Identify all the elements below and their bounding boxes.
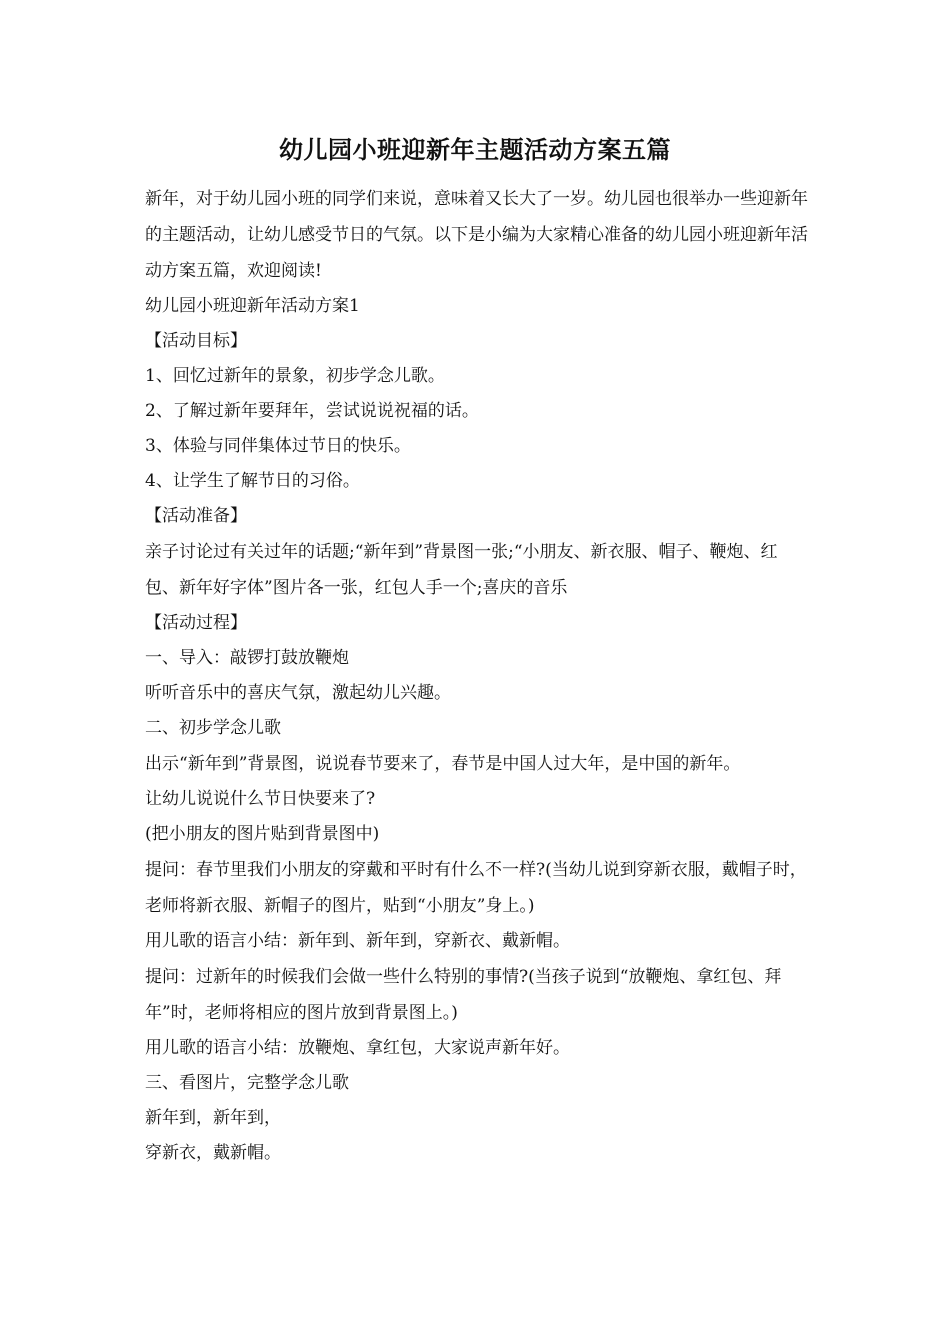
goal-item: 3、体验与同伴集体过节日的快乐。 [145,436,411,456]
process-paragraph: 听听音乐中的喜庆气氛，激起幼儿兴趣。 [145,683,451,703]
process-paragraph: (把小朋友的图片贴到背景图中) [145,824,380,844]
process-paragraph: 用儿歌的语言小结：新年到、新年到，穿新衣、戴新帽。 [145,931,570,951]
process-step-heading: 三、看图片，完整学念儿歌 [145,1073,349,1093]
process-paragraph: 出示“新年到”背景图，说说春节要来了，春节是中国人过大年，是中国的新年。 [145,754,741,774]
process-paragraph: 用儿歌的语言小结：放鞭炮、拿红包，大家说声新年好。 [145,1038,570,1058]
section-heading-process: 【活动过程】 [145,613,247,633]
rhyme-line: 穿新衣，戴新帽。 [145,1143,281,1163]
process-step-heading: 二、初步学念儿歌 [145,718,281,738]
goal-item: 4、让学生了解节日的习俗。 [145,471,360,491]
process-step-heading: 一、导入：敲锣打鼓放鞭炮 [145,648,349,668]
process-paragraph: 提问：过新年的时候我们会做一些什么特别的事情?(当孩子说到“放鞭炮、拿红包、拜年”时，老师将相应的图片放到背景图上。) [145,967,782,1023]
intro-paragraph: 新年，对于幼儿园小班的同学们来说，意味着又长大了一岁。幼儿园也很举办一些迎新年的主题活动，让幼儿感受节日的气氛。以下是小编为大家精心准备的幼儿园小班迎新年活动方案五篇，欢迎阅读! [145,189,808,281]
section-heading-preparation: 【活动准备】 [145,506,247,526]
process-paragraph: 提问：春节里我们小朋友的穿戴和平时有什么不一样?(当幼儿说到穿新衣服，戴帽子时，老师将新衣服、新帽子的图片，贴到“小朋友”身上。) [145,860,807,916]
process-paragraph: 让幼儿说说什么节日快要来了? [145,789,376,809]
plan-heading: 幼儿园小班迎新年活动方案1 [145,296,360,316]
goal-item: 2、了解过新年要拜年，尝试说说祝福的话。 [145,401,479,421]
document-body [145,181,810,1171]
goal-item: 1、回忆过新年的景象，初步学念儿歌。 [145,366,445,386]
section-heading-goals: 【活动目标】 [145,331,247,351]
preparation-paragraph: 亲子讨论过有关过年的话题;“新年到”背景图一张;“小朋友、新衣服、帽子、鞭炮、红包、新年好字体”图片各一张，红包人手一个;喜庆的音乐 [145,542,778,598]
document-title: 幼儿园小班迎新年主题活动方案五篇 [279,135,671,164]
rhyme-line: 新年到，新年到， [145,1108,281,1128]
